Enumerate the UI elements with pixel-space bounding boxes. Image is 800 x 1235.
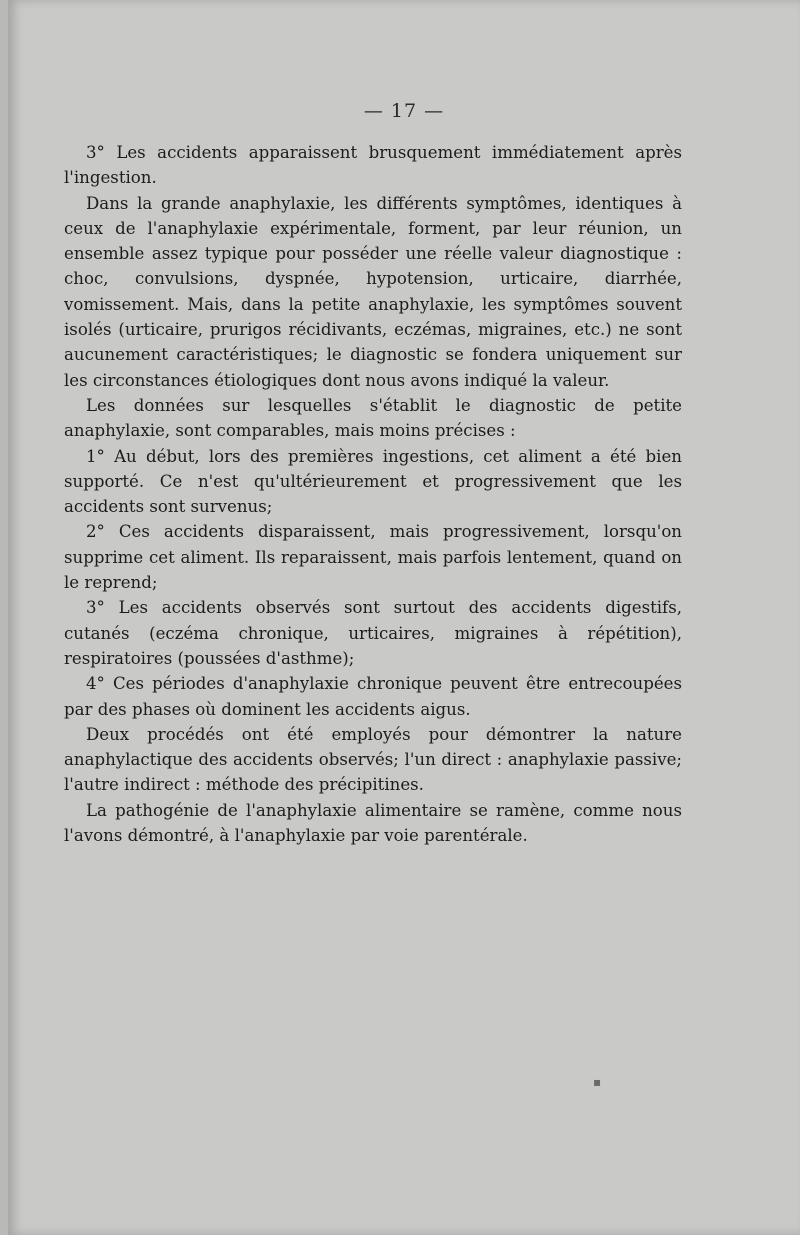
paragraph-7: 4° Ces périodes d'anaphylaxie chronique peuvent être entrecoupées par des phases où dominent les accidents aigus.	[64, 674, 682, 719]
paragraph-2: Dans la grande anaphylaxie, les différents symptômes, identiques à ceux de l'anaphylaxie expérimentale, forment, par leur réunion, un ensemble assez typique pour posséder une réelle valeur diagnostique : choc, convulsions, dyspnée, hypotension, urticaire, diarrhée, vomissement. Mais, dans la petite anaphylaxie, les symptômes souvent isolés (urticaire, prurigos récidivants, eczémas, migraines, etc.) ne sont aucunement caractéristiques; le diagnostic se fondera uniquement sur les circonstances étiologiques dont nous avons indiqué la valeur.	[64, 193, 682, 390]
book-page	[8, 0, 800, 1235]
paragraph-5: 2° Ces accidents disparaissent, mais progressivement, lorsqu'on supprime cet aliment. Ils reparaissent, mais parfois lentement, quand on le reprend;	[64, 522, 682, 593]
body-text	[64, 140, 682, 848]
page-number: — 17 —	[363, 100, 445, 122]
paragraph-9: La pathogénie de l'anaphylaxie alimentaire se ramène, comme nous l'avons démontré, à l'anaphylaxie par voie parentérale.	[64, 800, 682, 846]
paragraph-1: 3° Les accidents apparaissent brusquement immédiatement après l'ingestion.	[64, 143, 682, 188]
paragraph-6: 3° Les accidents observés sont surtout des accidents digestifs, cutanés (eczéma chronique, urticaires, migraines à répétition), respiratoires (poussées d'asthme);	[64, 598, 682, 668]
paragraph-8: Deux procédés ont été employés pour démontrer la nature anaphylactique des accidents observés; l'un direct : anaphylaxie passive; l'autre indirect : méthode des précipitines.	[64, 724, 682, 795]
paragraph-3: Les données sur lesquelles s'établit le diagnostic de petite anaphylaxie, sont comparables, mais moins précises :	[64, 395, 682, 441]
ink-speck: ▪	[593, 1075, 602, 1089]
paragraph-4: 1° Au début, lors des premières ingestions, cet aliment a été bien supporté. Ce n'est qu'ultérieurement et progressivement que les accidents sont survenus;	[64, 446, 682, 517]
